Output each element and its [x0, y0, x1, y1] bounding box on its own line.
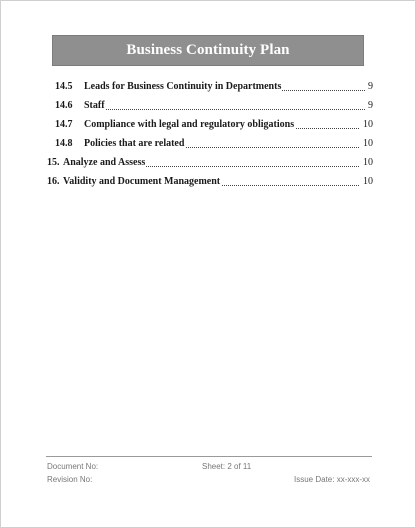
toc-entry-number: 14.6 — [55, 100, 73, 111]
footer-revision-no: Revision No: — [47, 475, 93, 484]
toc-entry[interactable] — [1, 98, 416, 114]
toc-entry-number: 14.5 — [55, 81, 73, 92]
toc-entry-title: Compliance with legal and regulatory obligations — [84, 119, 295, 130]
toc-entry-page: 10 — [363, 157, 373, 168]
toc-entry[interactable] — [1, 79, 416, 95]
footer-issue-date: Issue Date: xx-xxx-xx — [294, 475, 371, 484]
toc-leader-dots — [84, 109, 365, 110]
footer-document-no: Document No: — [47, 462, 99, 471]
toc-entry-title: Policies that are related — [84, 138, 185, 149]
footer-divider — [46, 456, 372, 457]
toc-entry[interactable] — [1, 174, 416, 190]
toc-entry[interactable] — [1, 136, 416, 152]
toc-entry-number: 14.8 — [55, 138, 73, 149]
toc-entry-title: Validity and Document Management — [63, 176, 221, 187]
footer-sheet-number: Sheet: 2 of 11 — [202, 462, 252, 471]
document-title: Business Continuity Plan — [126, 42, 290, 58]
toc-entry[interactable] — [1, 155, 416, 171]
toc-entry-page: 9 — [368, 100, 373, 111]
toc-entry-page: 10 — [363, 138, 373, 149]
toc-entry-title: Staff — [84, 100, 105, 111]
toc-entry-title: Leads for Business Continuity in Departments — [84, 81, 282, 92]
toc-entry-number: 14.7 — [55, 119, 73, 130]
toc-entry-number: 16. — [47, 176, 60, 187]
toc-entry-page: 10 — [363, 119, 373, 130]
toc-entry-page: 9 — [368, 81, 373, 92]
toc-entry-title: Analyze and Assess — [63, 157, 146, 168]
title-banner — [52, 35, 364, 66]
toc-entry[interactable] — [1, 117, 416, 133]
toc-entry-number: 15. — [47, 157, 60, 168]
toc-entry-page: 10 — [363, 176, 373, 187]
